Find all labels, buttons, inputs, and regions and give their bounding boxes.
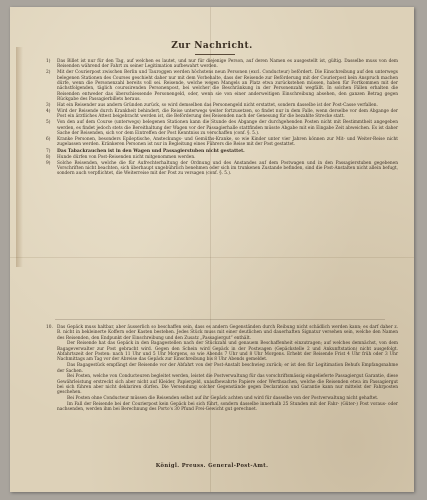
rules-list	[46, 59, 398, 177]
rule-number: 7)	[46, 148, 51, 154]
paper-stain	[16, 47, 23, 267]
fold-crease-horizontal	[10, 257, 414, 258]
rule-number: 5)	[46, 120, 51, 126]
rule-text: Hat ein Reisender aus andern Gründen zurück, so wird demselben das Personengeld nicht erstattet, sondern dasselbe ist der Post-Casse verfallen.	[57, 102, 378, 108]
rule-10-block	[46, 325, 398, 413]
rule-10-paragraph: Bei Posten, welche von Conducteuren begleitet werden, leistet die Postverwaltung für das vorschriftsmässig eingelieferte Passagiergut Garantie, diese Gewährleistung erstreckt sich aber nicht auf Kleider, Papiergeld, unaufbewahrte Papiere oder Werthsachen, welche die Reisenden etwa im Passagiergut bei sich führen aber nicht deklariren dürfen. Die Versendung solcher Gegenstände gegen Declaration und Garantie kann nur mittelst der Fahrposten geschehen.	[57, 374, 398, 396]
rule-item	[46, 161, 398, 177]
rule-item	[46, 103, 398, 108]
rule-item	[46, 59, 398, 70]
rule-item	[46, 155, 398, 160]
rule-item	[46, 149, 398, 154]
rule-number: 1)	[46, 59, 51, 64]
rule-10-paragraphs	[57, 325, 398, 413]
rule-10-paragraph: Im Fall der Reisende bei der Courierpost kein Gepäck bei sich führt, sondern dasselbe innerhalb 25 Stunden mit der Fahr- (Güter-) Post voraus- oder nachsenden, werden ihm bei Berechnung des Porto's 30 Pfund Frei-Gewicht gut gerechnet.	[57, 402, 398, 413]
rule-number: 4)	[46, 109, 51, 115]
rule-text: Das Billet ist nur für den Tag, auf welchen es lautet, und nur für diejenige Person, auf deren Namen es ausgestellt ist, gültig. Dasselbe muss von dem Reisenden während der Fahrt zu seiner Legitimation aufbewahrt werden.	[57, 59, 398, 70]
rule-number: 9)	[46, 160, 51, 166]
rule-number: 3)	[46, 102, 51, 108]
document-sheet	[10, 7, 414, 492]
rule-text: Kranke Personen, besonders Epileptische, Ansteckungs- und Gemüths-Kranke, so wie Kinder unter vier Jahren können zur Mit- und Weiter-Reise nicht zugelassen werden. Kränkeren Personen ist nur in Begleitung eines Führers die Reise mit der Post gestattet.	[57, 137, 398, 148]
document-title: Zur Nachricht.	[171, 41, 253, 51]
rule-10-paragraph: Bei Posten ohne Conducteur müssen die Reisenden selbst auf ihr Gepäck achten und wird für dasselbe von der Postverwaltung nicht gehaftet.	[67, 396, 379, 402]
rule-item	[46, 137, 398, 148]
rule-item	[46, 109, 398, 120]
rule-text: Von den auf dem Course (unterwegs) belegenen Stationen kann die Stunde des Abgange der durchgehenden Posten nicht mit Bestimmtheit angegeben werden, es findet jedoch stets die Bereithaltung der Wagen vor der Passagierhalle stattfinden müsste Abgabe mit ein Eingabe Zeit abweichen. Es ist daher Sache der Reisenden, sich vor dem Eintreffen der Post Kenntniss zu verschaffen (conf. §. 5.).	[57, 120, 398, 137]
rule-text: Mit der Courierpost zwischen Berlin und Tauroggen werden höchstens neun Personen (excl. Conducteur) befördert. Die Einschreibung auf den unterwegs belegenen Stationen des Courses geschieht daher nur mit dem Vorbehalte, dass der Reisende zur Beförderung mit der Courierpost kein Anspruch machen dürfe, wenn die Personenzahl bereits voll sei. Reisende, welche wegen Mangels an Platz etwa zurückstehen müssen, haben für Fortkommen mit der nächstfolgenden, täglich courssirenden Personenpost, bei welcher die Beschränkung in der Personenzahl wegfällt. In solchen Fällen erhalten die Reisenden entweder das überschiessende Personengeld, oder, wenn sie von einer anderweitigen Einschreibung absehen, den ganzen Betrag gegen Rückgabe des Passagierbillets heraus.	[57, 70, 398, 102]
section-divider	[55, 319, 385, 320]
rule-10-number: 10.	[46, 325, 53, 330]
rule-10-paragraph: Der Reisende hat das Gepäck in den Bagagestellen nach der Stückzahl und genauem Beschaffenheit einzutragen; auf welches demnächst, von dem Bagageverwalter zur Post gebracht wird. Gegen den Schein wird Gepäck in der Postwagen (Gepäckstelle 2 und Ankunftstation) nicht ausgefolgt. Abfahrtszeit der Posten: nach 11 Uhr und 5 Uhr Morgens, so wie Abends 7 Uhr und 8 Uhr Morgens. Erhebt der Reisende Frist 4 Uhr früh oder 3 Uhr Nachmittags am Tag vor der Abreise das Gepäck zur Einschreibung bis 8 Uhr Abends gemeldet.	[57, 341, 398, 363]
rule-number: 8)	[46, 154, 51, 160]
rule-text: Wird der Reisende durch Krankheit behindert, die Reise unterwegs weiter fortzusetzen, so findet nur in dem Falle, wenn derselbe vor dem Abgange der Post ein ärztliches Attest beigebracht werden ist, die Beförderung des Reisenden nach der Genesung für die bezahlte Strecke statt.	[57, 109, 398, 120]
title-underline	[195, 54, 235, 55]
rule-number: 2)	[46, 70, 51, 76]
rule-text: Solche Reisenden, welche die für Aufrechterhaltung der Ordnung und des Anstandes auf dem Postwagen und in den Passagierstuben gegebenen Vorschriften nicht beachten, sich überhaupt ungebührlich benehmen oder sich im trunkenen Zustande befinden, sind die Post-Anstalten nicht allein befugt, sondern auch verpflichtet, die Weiterreise mit der Post zu versagen (conf. §. 5.).	[57, 160, 398, 177]
rule-text: Hunde dürfen von Post-Reisenden nicht mitgenommen werden.	[57, 154, 196, 160]
rule-10-paragraph: Das Bagagestück empfängt der Reisende vor der Abfahrt von der Post-Anstalt beschwieg zurück; er ist den für Legitimation Behufs Empfangsnahme der Sachen.	[57, 363, 398, 374]
rule-item	[46, 70, 398, 102]
rule-text: Das Tabackrauchen ist in den Wagen und Passagierstuben nicht gestattet.	[57, 148, 245, 154]
rule-number: 6)	[46, 137, 51, 143]
rule-item	[46, 120, 398, 136]
issuer-signature: Königl. Preuss. General-Post-Amt.	[155, 463, 269, 469]
rule-10-paragraph: Das Gepäck muss haltbar, aber äusserlich so beschaffen sein, dass es andern Gegenständen durch Reibung nicht schädlich werden kann; es darf daher z. B. nicht in bekleinerte Koffern oder Kasten bestehen. Jedes Stück muss mit einer deutlichen und dauerhaften Signatur versehen sein, welche den Namen des Reisenden, den Endpunkt der Einschreibung und den Zusatz „Passagiergut“ enthält.	[57, 325, 398, 341]
